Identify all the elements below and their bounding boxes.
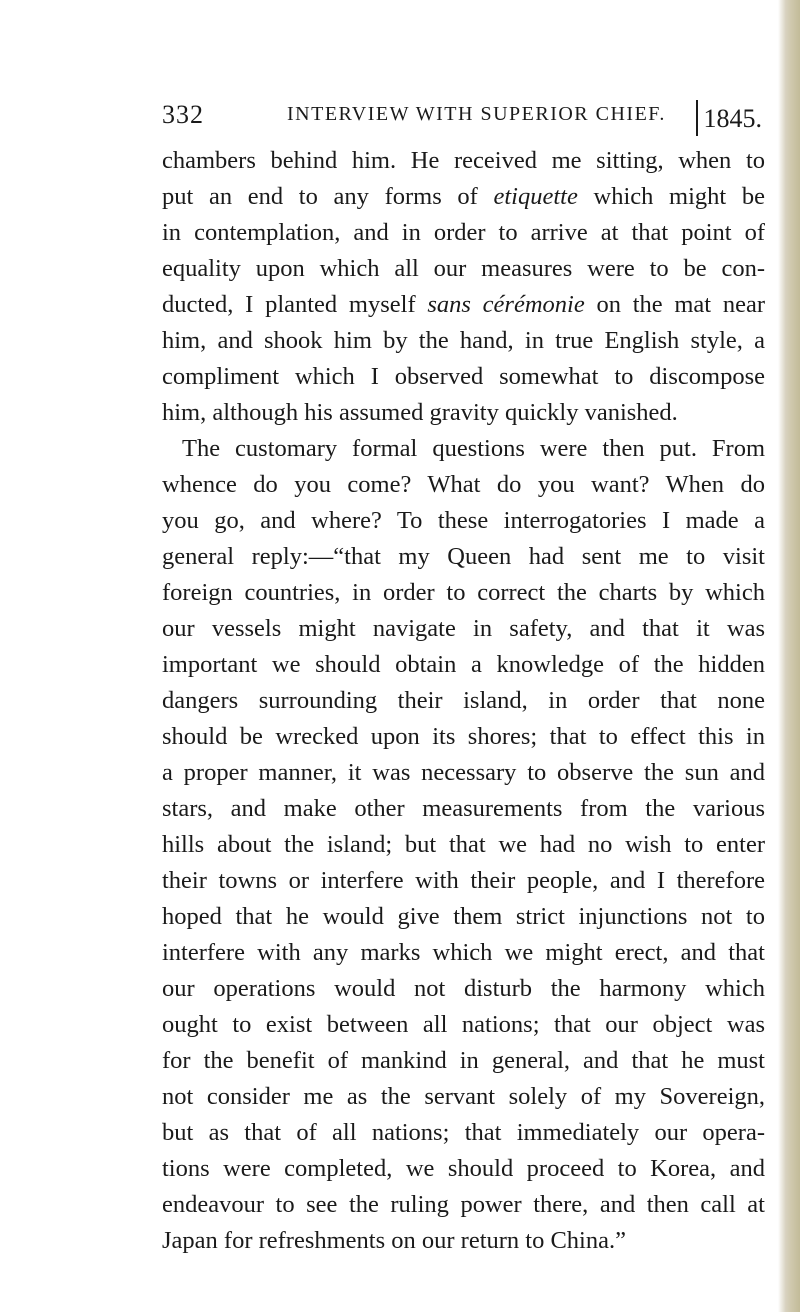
text-line: hills about the island; but that we had no wish to enter (162, 831, 765, 858)
italic-term: sans cérémonie (427, 291, 585, 318)
body-text (162, 143, 765, 1259)
running-head (162, 96, 762, 136)
header-year-text: 1845. (703, 104, 762, 133)
text-line: interfere with any marks which we might erect, and that (162, 939, 765, 966)
text-line: endeavour to see the ruling power there, and then call at (162, 1191, 765, 1218)
text-line: foreign countries, in order to correct the charts by which (162, 579, 765, 606)
text-line: stars, and make other measurements from the various (162, 795, 765, 822)
italic-term: etiquette (493, 183, 578, 210)
text-line: compliment which I observed somewhat to discompose (162, 363, 765, 390)
page-number: 332 (162, 100, 204, 129)
text-line: him, and shook him by the hand, in true English style, a (162, 327, 765, 354)
text-line: ducted, I planted myself sans cérémonie on the mat near (162, 291, 765, 318)
text-line: equality upon which all our measures were to be con- (162, 255, 765, 282)
text-line: our vessels might navigate in safety, and that it was (162, 615, 765, 642)
text-line: but as that of all nations; that immediately our opera- (162, 1119, 765, 1146)
text-line: you go, and where? To these interrogatories I made a (162, 507, 765, 534)
bracket-glyph (696, 100, 704, 136)
text-line: general reply:—“that my Queen had sent me to visit (162, 543, 765, 570)
text-line: The customary formal questions were then put. From (182, 435, 765, 462)
page-edge-shading (778, 0, 800, 1312)
text-line: dangers surrounding their island, in order that none (162, 687, 765, 714)
text-line: hoped that he would give them strict injunctions not to (162, 903, 765, 930)
text-line: our operations would not disturb the harmony which (162, 975, 765, 1002)
header-year (696, 100, 763, 136)
text-line: him, although his assumed gravity quickly vanished. (162, 399, 678, 426)
text-line: for the benefit of mankind in general, and that he must (162, 1047, 765, 1074)
text-line: in contemplation, and in order to arrive at that point of (162, 219, 765, 246)
text-line: their towns or interfere with their people, and I therefore (162, 867, 765, 894)
running-title: INTERVIEW WITH SUPERIOR CHIEF. (287, 103, 666, 125)
text-line: Japan for refreshments on our return to China.” (162, 1227, 626, 1254)
text-line: ought to exist between all nations; that our object was (162, 1011, 765, 1038)
text-line: should be wrecked upon its shores; that to effect this in (162, 723, 765, 750)
text-line: a proper manner, it was necessary to observe the sun and (162, 759, 765, 786)
text-line: put an end to any forms of etiquette which might be (162, 183, 765, 210)
text-line: not consider me as the servant solely of my Sovereign, (162, 1083, 765, 1110)
text-line: whence do you come? What do you want? When do (162, 471, 765, 498)
text-line: important we should obtain a knowledge of the hidden (162, 651, 765, 678)
text-line: tions were completed, we should proceed to Korea, and (162, 1155, 765, 1182)
text-line: chambers behind him. He received me sitting, when to (162, 147, 765, 174)
